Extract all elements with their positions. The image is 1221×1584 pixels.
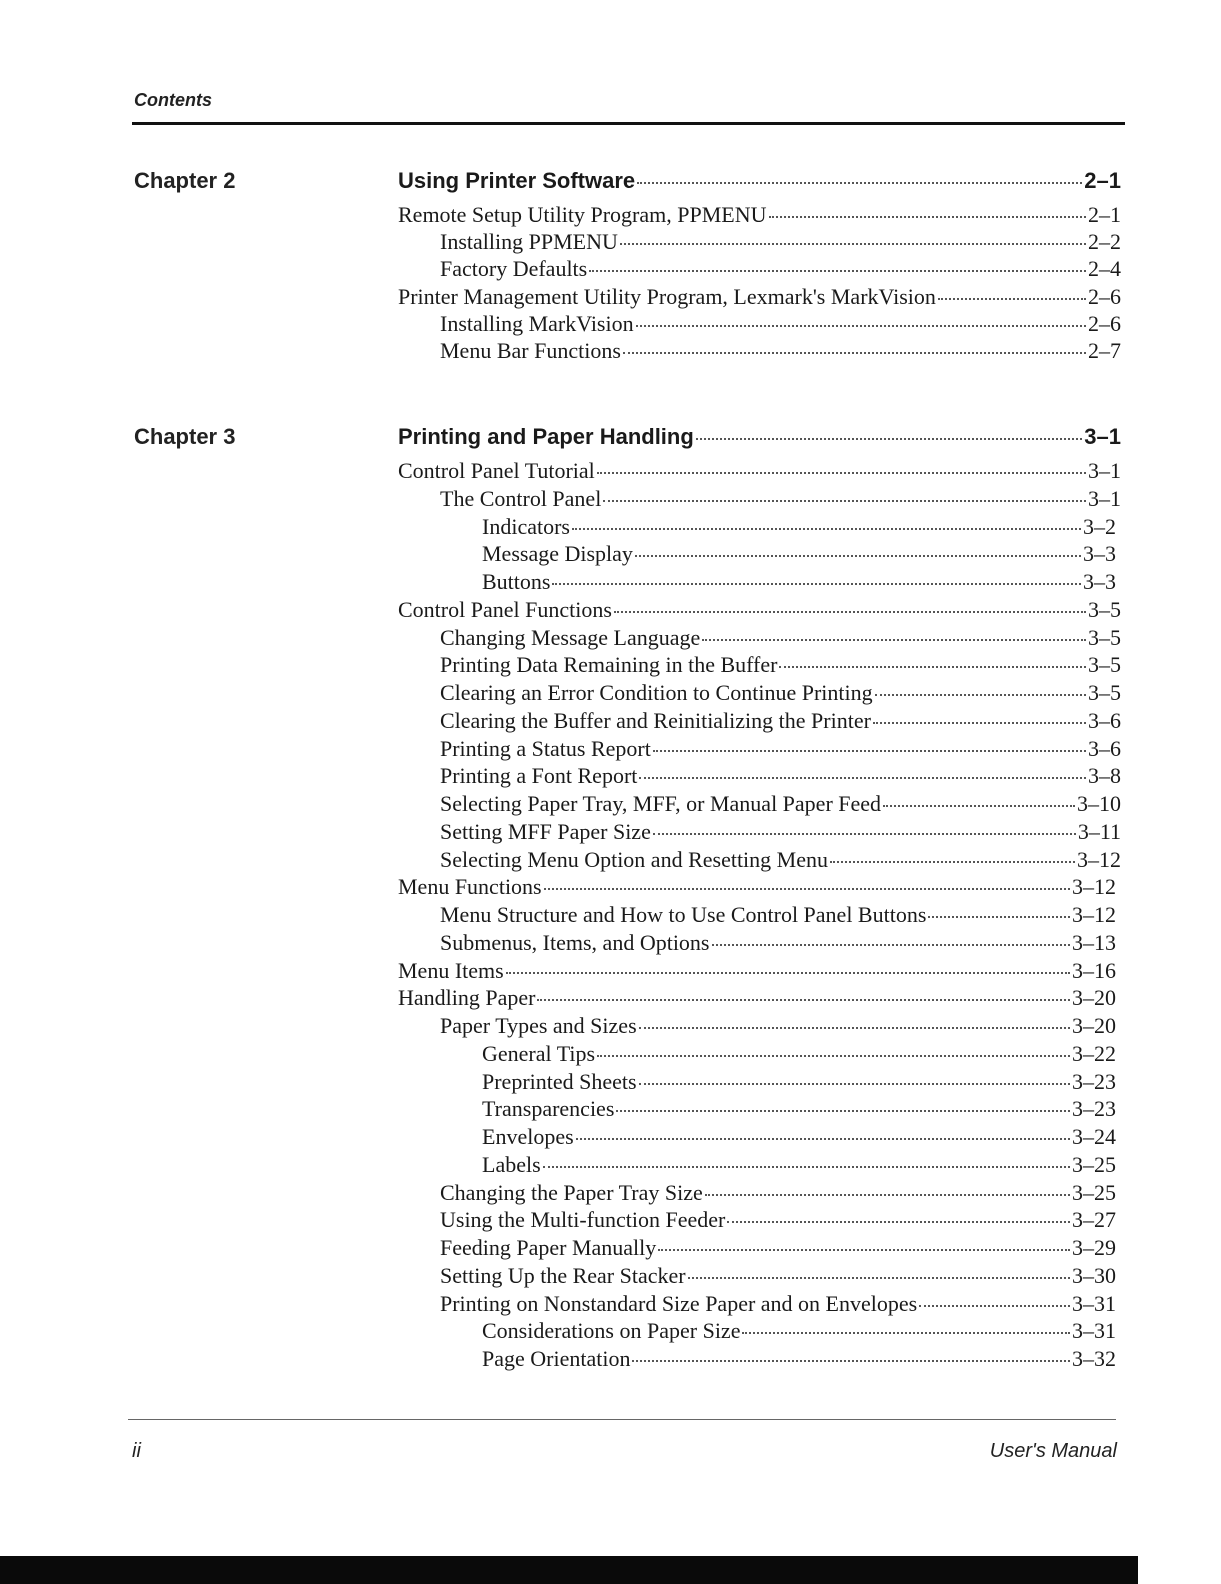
- dot-leader: [769, 216, 1087, 218]
- dot-leader: [727, 1221, 1070, 1223]
- toc-entry-title: Labels: [482, 1151, 541, 1177]
- dot-leader: [696, 438, 1082, 440]
- toc-entry: [398, 985, 1116, 1011]
- toc-entry-page: 2–4: [1088, 256, 1121, 282]
- toc-entry: [440, 338, 1121, 364]
- chapter-label: Chapter 2: [134, 168, 236, 193]
- toc-entry: [482, 1152, 1116, 1178]
- dot-leader: [572, 528, 1081, 530]
- toc-entry-title: Feeding Paper Manually: [440, 1235, 657, 1260]
- toc-entry-page: 3–27: [1072, 1207, 1116, 1233]
- toc-entry-page: 3–2: [1083, 513, 1116, 539]
- dot-leader: [576, 1138, 1070, 1140]
- toc-entry-title: Printing Data Remaining in the Buffer: [440, 652, 778, 678]
- toc-entry: [482, 1124, 1116, 1150]
- toc-entry-title: Menu Structure and How to Use Control Panel Buttons: [440, 902, 927, 927]
- toc-entry: [440, 229, 1121, 255]
- header-rule: [132, 122, 1125, 125]
- toc-entry-page: 2–6: [1088, 283, 1121, 309]
- toc-entry-page: 3–5: [1088, 680, 1121, 705]
- toc-entry: [440, 1013, 1116, 1039]
- toc-entry-page: 3–23: [1072, 1096, 1116, 1122]
- toc-entry-title: Printing on Nonstandard Size Paper and on Envelopes: [440, 1290, 918, 1316]
- toc-entry-page: 3–6: [1088, 707, 1121, 733]
- toc-entry: [440, 486, 1121, 512]
- toc-entry: [398, 202, 1121, 228]
- toc-entry-title: Factory Defaults: [440, 256, 588, 282]
- dot-leader: [875, 694, 1086, 696]
- toc-entry-title: Control Panel Tutorial: [398, 458, 595, 483]
- dot-leader: [919, 1305, 1070, 1307]
- toc-entry-title: Buttons: [482, 569, 551, 594]
- toc-entry: [440, 930, 1116, 956]
- toc-entry: [398, 284, 1121, 310]
- toc-entry-page: 3–3: [1083, 569, 1116, 594]
- dot-leader: [712, 944, 1071, 946]
- toc-entry: [440, 736, 1121, 762]
- toc-entry-title: Using the Multi-function Feeder: [440, 1207, 726, 1233]
- toc-chapter-heading: [398, 424, 1121, 450]
- toc-entry: [440, 680, 1121, 706]
- dot-leader: [658, 1249, 1070, 1251]
- dot-leader: [614, 611, 1086, 613]
- toc-entry-title: Printing and Paper Handling: [398, 424, 694, 449]
- toc-entry: [398, 458, 1121, 484]
- dot-leader: [653, 833, 1076, 835]
- toc-entry-page: 3–5: [1088, 596, 1121, 622]
- dot-leader: [688, 1277, 1070, 1279]
- toc-entry: [440, 652, 1121, 678]
- toc-entry-title: Clearing an Error Condition to Continue Printing: [440, 680, 873, 705]
- toc-entry: [398, 597, 1121, 623]
- footer-page-number: ii: [132, 1440, 141, 1462]
- dot-leader: [603, 500, 1086, 502]
- toc-entry-page: 3–5: [1088, 652, 1121, 678]
- toc-entry-title: The Control Panel: [440, 485, 602, 511]
- dot-leader: [636, 325, 1086, 327]
- dot-leader: [779, 666, 1086, 668]
- toc-entry-page: 3–31: [1072, 1290, 1116, 1316]
- dot-leader: [653, 750, 1086, 752]
- toc-entry-page: 3–29: [1072, 1235, 1116, 1260]
- toc-entry-page: 2–2: [1088, 229, 1121, 255]
- toc-entry-page: 3–6: [1088, 735, 1121, 761]
- toc-entry-page: 3–31: [1072, 1318, 1116, 1344]
- toc-entry: [482, 569, 1116, 595]
- chapter-label: Chapter 3: [134, 424, 236, 449]
- toc-entry-title: General Tips: [482, 1040, 596, 1066]
- toc-entry: [482, 1069, 1116, 1095]
- toc-entry: [440, 763, 1121, 789]
- toc-entry-page: 2–1: [1084, 168, 1121, 193]
- dot-leader: [632, 1360, 1070, 1362]
- toc-entry: [440, 625, 1121, 651]
- toc-entry: [440, 311, 1121, 337]
- toc-entry-title: Printing a Status Report: [440, 735, 651, 761]
- toc-entry-page: 3–25: [1072, 1151, 1116, 1177]
- toc-entry-title: Paper Types and Sizes: [440, 1013, 637, 1038]
- dot-leader: [620, 243, 1086, 245]
- toc-entry-title: Installing MarkVision: [440, 310, 634, 336]
- dot-leader: [506, 972, 1070, 974]
- scan-edge-bar: [0, 1556, 1138, 1584]
- toc-entry-title: Transparencies: [482, 1096, 615, 1122]
- toc-entry: [482, 1318, 1116, 1344]
- dot-leader: [702, 639, 1086, 641]
- toc-entry-title: Changing Message Language: [440, 624, 701, 650]
- toc-entry-page: 3–30: [1072, 1262, 1116, 1288]
- toc-entry-page: 3–1: [1088, 458, 1121, 483]
- dot-leader: [639, 1083, 1070, 1085]
- toc-entry-title: Printing a Font Report: [440, 763, 638, 789]
- toc-entry-page: 2–6: [1088, 310, 1121, 336]
- dot-leader: [928, 916, 1070, 918]
- toc-entry: [440, 1235, 1116, 1261]
- toc-entry-title: Handling Paper: [398, 985, 536, 1011]
- toc-entry-page: 3–10: [1077, 791, 1121, 816]
- toc-entry-title: Clearing the Buffer and Reinitializing the Printer: [440, 707, 871, 733]
- toc-entry-page: 3–1: [1088, 485, 1121, 511]
- toc-entry-title: Considerations on Paper Size: [482, 1318, 741, 1344]
- toc-entry-title: Selecting Paper Tray, MFF, or Manual Paper Feed: [440, 791, 882, 816]
- toc-entry: [398, 874, 1116, 900]
- toc-entry-title: Menu Items: [398, 957, 504, 983]
- toc-entry-page: 2–7: [1088, 338, 1121, 363]
- dot-leader: [639, 777, 1086, 779]
- dot-leader: [544, 888, 1070, 890]
- dot-leader: [938, 298, 1086, 300]
- toc-entry-title: Preprinted Sheets: [482, 1068, 637, 1094]
- dot-leader: [616, 1110, 1070, 1112]
- dot-leader: [537, 999, 1070, 1001]
- toc-entry-title: Printer Management Utility Program, Lexmark's MarkVision: [398, 283, 936, 309]
- dot-leader: [589, 270, 1086, 272]
- toc-entry-page: 3–22: [1072, 1040, 1116, 1066]
- dot-leader: [623, 352, 1086, 354]
- toc-entry: [440, 256, 1121, 282]
- toc-entry-page: 3–16: [1072, 957, 1116, 983]
- toc-entry: [440, 1291, 1116, 1317]
- toc-entry-title: Submenus, Items, and Options: [440, 929, 710, 955]
- footer-manual-title: User's Manual: [989, 1440, 1117, 1462]
- toc-entry: [440, 1263, 1116, 1289]
- toc-entry-page: 3–20: [1072, 985, 1116, 1011]
- dot-leader: [742, 1332, 1070, 1334]
- dot-leader: [635, 555, 1081, 557]
- toc-chapter-heading: [398, 168, 1121, 194]
- toc-entry-title: Envelopes: [482, 1124, 574, 1149]
- toc-entry-page: 3–12: [1077, 846, 1121, 872]
- dot-leader: [830, 861, 1075, 863]
- toc-entry: [440, 1207, 1116, 1233]
- toc-entry: [440, 819, 1121, 845]
- toc-entry-page: 3–32: [1072, 1346, 1116, 1371]
- toc-entry-page: 3–24: [1072, 1124, 1116, 1149]
- toc-entry-title: Changing the Paper Tray Size: [440, 1179, 703, 1205]
- toc-entry: [440, 708, 1121, 734]
- toc-entry-title: Page Orientation: [482, 1346, 631, 1371]
- toc-entry: [440, 902, 1116, 928]
- dot-leader: [543, 1166, 1070, 1168]
- toc-entry-page: 3–11: [1077, 818, 1121, 844]
- toc-entry: [482, 1346, 1116, 1372]
- toc-entry-page: 3–5: [1088, 624, 1121, 650]
- toc-entry-title: Using Printer Software: [398, 168, 636, 193]
- toc-entry-title: Indicators: [482, 513, 570, 539]
- toc-entry-page: 3–3: [1083, 541, 1116, 567]
- toc-entry: [398, 958, 1116, 984]
- toc-entry-title: Menu Functions: [398, 874, 542, 900]
- toc-entry-page: 3–12: [1072, 902, 1116, 927]
- dot-leader: [597, 472, 1086, 474]
- toc-entry: [440, 791, 1121, 817]
- toc-entry-page: 3–8: [1088, 763, 1121, 789]
- toc-entry-page: 3–25: [1072, 1179, 1116, 1205]
- toc-entry-title: Menu Bar Functions: [440, 338, 621, 363]
- dot-leader: [705, 1194, 1070, 1196]
- toc-entry-page: 2–1: [1088, 202, 1121, 227]
- toc-entry-title: Remote Setup Utility Program, PPMENU: [398, 202, 767, 227]
- toc-entry-title: Installing PPMENU: [440, 229, 618, 255]
- toc-entry-page: 3–1: [1084, 424, 1121, 449]
- dot-leader: [873, 722, 1086, 724]
- toc-entry-title: Message Display: [482, 541, 633, 567]
- footer-rule: [128, 1419, 1116, 1420]
- toc-entry: [482, 541, 1116, 567]
- toc-entry: [440, 1180, 1116, 1206]
- toc-entry: [482, 1041, 1116, 1067]
- toc-entry-title: Control Panel Functions: [398, 596, 612, 622]
- toc-entry: [482, 1096, 1116, 1122]
- toc-entry-page: 3–23: [1072, 1068, 1116, 1094]
- toc-entry-page: 3–12: [1072, 874, 1116, 900]
- dot-leader: [883, 805, 1075, 807]
- dot-leader: [639, 1027, 1070, 1029]
- toc-entry: [440, 847, 1121, 873]
- dot-leader: [637, 182, 1082, 184]
- toc-entry-title: Setting Up the Rear Stacker: [440, 1262, 686, 1288]
- dot-leader: [552, 583, 1081, 585]
- toc-entry-page: 3–13: [1072, 929, 1116, 955]
- toc-entry-title: Setting MFF Paper Size: [440, 818, 651, 844]
- toc-entry-title: Selecting Menu Option and Resetting Menu: [440, 846, 828, 872]
- running-header: Contents: [134, 90, 212, 110]
- toc-entry: [482, 514, 1116, 540]
- dot-leader: [597, 1055, 1070, 1057]
- toc-entry-page: 3–20: [1072, 1013, 1116, 1038]
